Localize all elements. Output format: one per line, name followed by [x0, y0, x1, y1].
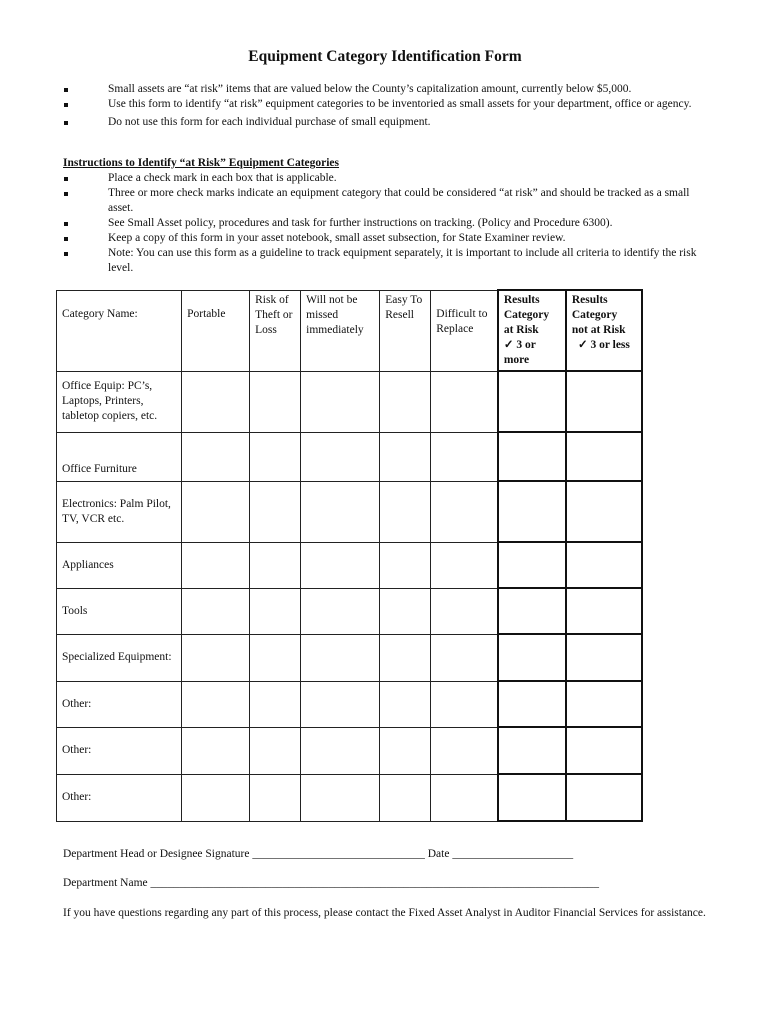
category-name-cell: Appliances	[57, 542, 182, 588]
category-name-cell: Office Equip: PC’s, Laptops, Printers, tabletop copiers, etc.	[57, 371, 182, 432]
results-not-at-risk-criteria: ✓ 3 or less	[577, 339, 630, 351]
category-name-cell: Other:	[57, 681, 182, 727]
results-at-risk-criteria: ✓ 3 or more	[503, 339, 536, 366]
at-risk-result-cell[interactable]	[498, 727, 566, 774]
table-header-row	[57, 290, 643, 371]
portable-checkbox-cell[interactable]	[182, 481, 250, 542]
replace-checkbox-cell[interactable]	[431, 371, 498, 432]
table-row	[57, 727, 643, 774]
table-row	[57, 681, 643, 727]
results-at-risk-label: Results Category at Risk	[503, 294, 550, 336]
theft-checkbox-cell[interactable]	[250, 727, 301, 774]
portable-checkbox-cell[interactable]	[182, 634, 250, 681]
replace-checkbox-cell[interactable]	[431, 432, 498, 481]
category-name-cell: Other:	[57, 774, 182, 821]
at-risk-result-cell[interactable]	[498, 774, 566, 821]
category-name-cell: Office Furniture	[57, 432, 182, 481]
replace-checkbox-cell[interactable]	[431, 542, 498, 588]
category-name-cell: Tools	[57, 588, 182, 634]
category-name-cell: Other:	[57, 727, 182, 774]
replace-checkbox-cell[interactable]	[431, 727, 498, 774]
instructions-heading: Instructions to Identify “at Risk” Equipment Categories	[63, 157, 340, 169]
theft-checkbox-cell[interactable]	[250, 432, 301, 481]
resell-checkbox-cell[interactable]	[380, 588, 431, 634]
missed-checkbox-cell[interactable]	[301, 481, 380, 542]
not-at-risk-result-cell[interactable]	[566, 371, 642, 432]
missed-checkbox-cell[interactable]	[301, 588, 380, 634]
portable-checkbox-cell[interactable]	[182, 371, 250, 432]
not-at-risk-result-cell[interactable]	[566, 774, 642, 821]
instruction-bullet: Note: You can use this form as a guideline to track equipment separately, it is important to include all criteria to identify the risk level.	[62, 246, 712, 276]
theft-checkbox-cell[interactable]	[250, 774, 301, 821]
table-row	[57, 634, 643, 681]
instruction-bullet: Keep a copy of this form in your asset notebook, small asset subsection, for State Examiner review.	[62, 231, 712, 246]
table-row	[57, 542, 643, 588]
header-portable: Portable	[182, 290, 250, 371]
replace-checkbox-cell[interactable]	[431, 634, 498, 681]
missed-checkbox-cell[interactable]	[301, 371, 380, 432]
not-at-risk-result-cell[interactable]	[566, 588, 642, 634]
table-row	[57, 481, 643, 542]
instruction-bullet: See Small Asset policy, procedures and task for further instructions on tracking. (Policy and Procedure 6300).	[62, 216, 712, 231]
not-at-risk-result-cell[interactable]	[566, 542, 642, 588]
instruction-bullet: Place a check mark in each box that is applicable.	[62, 171, 712, 186]
category-name-cell: Electronics: Palm Pilot, TV, VCR etc.	[57, 481, 182, 542]
results-not-at-risk-label: Results Category not at Risk	[571, 294, 626, 336]
at-risk-result-cell[interactable]	[498, 681, 566, 727]
not-at-risk-result-cell[interactable]	[566, 432, 642, 481]
not-at-risk-result-cell[interactable]	[566, 481, 642, 542]
resell-checkbox-cell[interactable]	[380, 481, 431, 542]
resell-checkbox-cell[interactable]	[380, 634, 431, 681]
resell-checkbox-cell[interactable]	[380, 774, 431, 821]
category-name-cell: Specialized Equipment:	[57, 634, 182, 681]
resell-checkbox-cell[interactable]	[380, 542, 431, 588]
missed-checkbox-cell[interactable]	[301, 542, 380, 588]
not-at-risk-result-cell[interactable]	[566, 727, 642, 774]
at-risk-result-cell[interactable]	[498, 588, 566, 634]
header-risk-of-theft: Risk of Theft or Loss	[250, 290, 301, 371]
contact-note: If you have questions regarding any part of this process, please contact the Fixed Asset Analyst in Auditor Financial Services for assistance.	[63, 907, 706, 919]
missed-checkbox-cell[interactable]	[301, 681, 380, 727]
portable-checkbox-cell[interactable]	[182, 432, 250, 481]
header-results-at-risk	[498, 290, 566, 371]
at-risk-result-cell[interactable]	[498, 634, 566, 681]
form-title: Equipment Category Identification Form	[248, 48, 522, 65]
resell-checkbox-cell[interactable]	[380, 371, 431, 432]
table-row	[57, 432, 643, 481]
portable-checkbox-cell[interactable]	[182, 681, 250, 727]
resell-checkbox-cell[interactable]	[380, 727, 431, 774]
theft-checkbox-cell[interactable]	[250, 634, 301, 681]
theft-checkbox-cell[interactable]	[250, 681, 301, 727]
intro-bullet: Small assets are “at risk” items that are valued below the County’s capitalization amount, currently below $5,000.	[62, 82, 712, 97]
equipment-category-table	[56, 289, 643, 822]
at-risk-result-cell[interactable]	[498, 481, 566, 542]
at-risk-result-cell[interactable]	[498, 542, 566, 588]
signature-date-line[interactable]: Department Head or Designee Signature ______________________________ Date _____________________	[63, 848, 574, 860]
replace-checkbox-cell[interactable]	[431, 681, 498, 727]
not-at-risk-result-cell[interactable]	[566, 634, 642, 681]
header-category-name: Category Name:	[57, 290, 182, 371]
theft-checkbox-cell[interactable]	[250, 542, 301, 588]
theft-checkbox-cell[interactable]	[250, 588, 301, 634]
not-at-risk-result-cell[interactable]	[566, 681, 642, 727]
header-difficult-to-replace: Difficult to Replace	[431, 290, 498, 371]
missed-checkbox-cell[interactable]	[301, 727, 380, 774]
portable-checkbox-cell[interactable]	[182, 727, 250, 774]
header-easy-to-resell: Easy To Resell	[380, 290, 431, 371]
department-name-line[interactable]: Department Name ______________________________________________________________________________	[63, 877, 599, 889]
intro-bullet: Use this form to identify “at risk” equipment categories to be inventoried as small assets for your department, office or agency.	[62, 97, 712, 112]
replace-checkbox-cell[interactable]	[431, 774, 498, 821]
portable-checkbox-cell[interactable]	[182, 542, 250, 588]
header-will-not-be-missed: Will not be missed immediately	[301, 290, 380, 371]
theft-checkbox-cell[interactable]	[250, 371, 301, 432]
header-results-not-at-risk	[566, 290, 642, 371]
missed-checkbox-cell[interactable]	[301, 774, 380, 821]
replace-checkbox-cell[interactable]	[431, 588, 498, 634]
table-row	[57, 588, 643, 634]
table-row	[57, 774, 643, 821]
intro-bullet: Do not use this form for each individual purchase of small equipment.	[62, 115, 712, 130]
resell-checkbox-cell[interactable]	[380, 432, 431, 481]
table-row	[57, 371, 643, 432]
instructions-bullet-list	[62, 171, 712, 276]
portable-checkbox-cell[interactable]	[182, 588, 250, 634]
missed-checkbox-cell[interactable]	[301, 432, 380, 481]
replace-checkbox-cell[interactable]	[431, 481, 498, 542]
resell-checkbox-cell[interactable]	[380, 681, 431, 727]
portable-checkbox-cell[interactable]	[182, 774, 250, 821]
at-risk-result-cell[interactable]	[498, 432, 566, 481]
missed-checkbox-cell[interactable]	[301, 634, 380, 681]
instruction-bullet: Three or more check marks indicate an equipment category that could be considered “at risk” and should be tracked as a small asset.	[62, 186, 712, 216]
at-risk-result-cell[interactable]	[498, 371, 566, 432]
theft-checkbox-cell[interactable]	[250, 481, 301, 542]
intro-bullet-list	[62, 82, 712, 130]
